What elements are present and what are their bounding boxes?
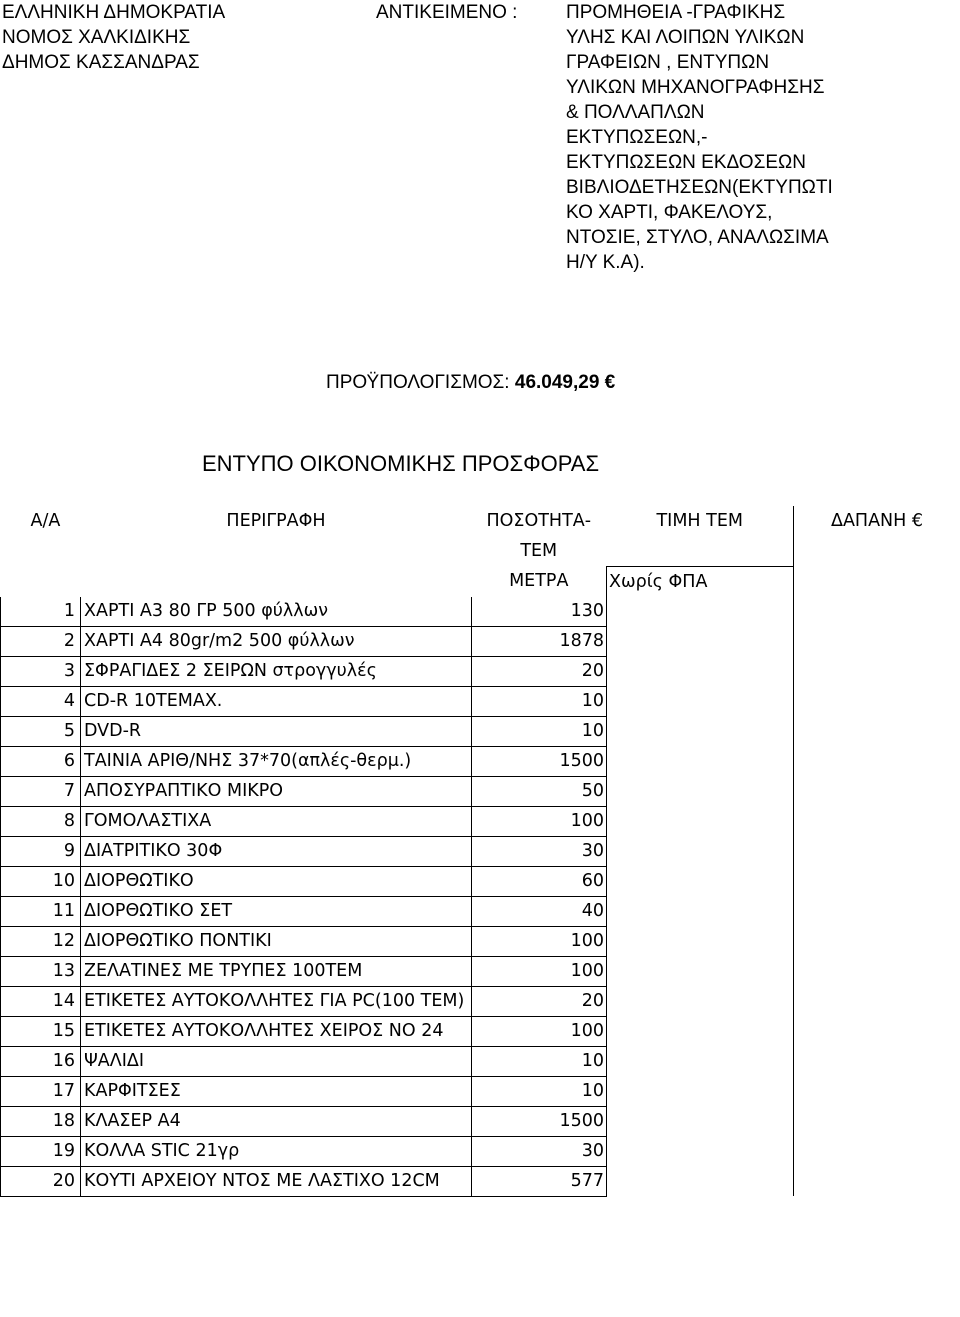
row-quantity: 577 — [472, 1166, 607, 1196]
row-total — [794, 776, 960, 806]
subject-label: ΑΝΤΙΚΕΙΜΕΝΟ : — [376, 2, 518, 23]
row-description: ΔΙΟΡΘΩΤΙΚΟ ΠΟΝΤΙΚΙ — [81, 926, 472, 956]
subject-line: ΠΡΟΜΗΘΕΙΑ -ΓΡΑΦΙΚΗΣ — [566, 2, 786, 23]
row-quantity: 30 — [472, 836, 607, 866]
row-total — [794, 806, 960, 836]
row-description: ΧΑΡΤΙ Α3 80 ΓΡ 500 φύλλων — [81, 597, 472, 627]
row-quantity: 40 — [472, 896, 607, 926]
row-description: ΕΤΙΚΕΤΕΣ ΑΥΤΟΚΟΛΛΗΤΕΣ ΧΕΙΡΟΣ ΝΟ 24 — [81, 1016, 472, 1046]
row-number: 20 — [1, 1166, 81, 1196]
row-quantity: 60 — [472, 866, 607, 896]
table-row — [1, 806, 960, 836]
row-description: ΚΟΛΛΑ STIC 21γρ — [81, 1136, 472, 1166]
row-number: 1 — [1, 597, 81, 627]
row-description: ΔΙΑΤΡΙΤΙΚΟ 30Φ — [81, 836, 472, 866]
row-unit-price — [607, 776, 794, 806]
header-quantity-line: ΤΕΜ — [520, 541, 558, 561]
row-number: 2 — [1, 626, 81, 656]
subject-line: ΥΛΗΣ ΚΑΙ ΛΟΙΠΩΝ ΥΛΙΚΩΝ — [566, 27, 805, 48]
row-total — [794, 656, 960, 686]
table-row — [1, 956, 960, 986]
offer-table — [0, 506, 960, 1197]
row-quantity: 100 — [472, 806, 607, 836]
row-quantity: 100 — [472, 956, 607, 986]
row-quantity: 50 — [472, 776, 607, 806]
row-number: 16 — [1, 1046, 81, 1076]
row-unit-price — [607, 686, 794, 716]
row-description: ΑΠΟΣΥΡΑΠΤΙΚΟ ΜΙΚΡΟ — [81, 776, 472, 806]
row-number: 12 — [1, 926, 81, 956]
row-total — [794, 1016, 960, 1046]
table-row — [1, 836, 960, 866]
header-total: ΔΑΠΑΝΗ € — [794, 506, 960, 536]
row-total — [794, 986, 960, 1016]
row-unit-price — [607, 656, 794, 686]
subject-line: ΕΚΤΥΠΩΣΕΩΝ ΕΚΔΟΣΕΩΝ — [566, 152, 806, 173]
row-number: 7 — [1, 776, 81, 806]
row-number: 3 — [1, 656, 81, 686]
row-description: DVD-R — [81, 716, 472, 746]
table-row — [1, 746, 960, 776]
row-description: ΨΑΛΙΔΙ — [81, 1046, 472, 1076]
issuer-line: ΕΛΛΗΝΙΚΗ ΔΗΜΟΚΡΑΤΙΑ — [2, 2, 226, 23]
row-unit-price — [607, 1106, 794, 1136]
table-row — [1, 626, 960, 656]
row-number: 8 — [1, 806, 81, 836]
header-aa: Α/Α — [30, 511, 61, 531]
row-quantity: 20 — [472, 986, 607, 1016]
row-quantity: 10 — [472, 716, 607, 746]
row-description: ΣΦΡΑΓΙΔΕΣ 2 ΣΕΙΡΩΝ στρογγυλές — [81, 656, 472, 686]
row-quantity: 100 — [472, 926, 607, 956]
issuer-line: ΔΗΜΟΣ ΚΑΣΣΑΝΔΡΑΣ — [2, 52, 200, 73]
row-description: ΚΟΥΤΙ ΑΡΧΕΙΟΥ ΝΤΟΣ ΜΕ ΛΑΣΤΙΧΟ 12CM — [81, 1166, 472, 1196]
form-title: ΕΝΤΥΠΟ ΟΙΚΟΝΟΜΙΚΗΣ ΠΡΟΣΦΟΡΑΣ — [202, 451, 600, 476]
row-description: ΤΑΙΝΙΑ ΑΡΙΘ/ΝΗΣ 37*70(απλές-θερμ.) — [81, 746, 472, 776]
row-total — [794, 836, 960, 866]
subject-line: ΚΟ ΧΑΡΤΙ, ΦΑΚΕΛΟΥΣ, — [566, 202, 773, 223]
row-description: ΔΙΟΡΘΩΤΙΚΟ ΣΕΤ — [81, 896, 472, 926]
table-row — [1, 597, 960, 627]
row-total — [794, 1166, 960, 1196]
subject-line: ΝΤΟΣΙΕ, ΣΤΥΛΟ, ΑΝΑΛΩΣΙΜΑ — [566, 227, 829, 248]
row-quantity: 130 — [472, 597, 607, 627]
row-description: ΔΙΟΡΘΩΤΙΚΟ — [81, 866, 472, 896]
row-description: ΧΑΡΤΙ Α4 80gr/m2 500 φύλλων — [81, 626, 472, 656]
row-total — [794, 686, 960, 716]
row-number: 15 — [1, 1016, 81, 1046]
row-quantity: 10 — [472, 1076, 607, 1106]
subject-line: ΥΛΙΚΩΝ ΜΗΧΑΝΟΓΡΑΦΗΣΗΣ — [566, 77, 825, 98]
row-total — [794, 746, 960, 776]
row-unit-price — [607, 986, 794, 1016]
table-row — [1, 896, 960, 926]
row-number: 18 — [1, 1106, 81, 1136]
row-unit-price — [607, 926, 794, 956]
subject-line: ΕΚΤΥΠΩΣΕΩΝ,- — [566, 127, 708, 148]
row-number: 6 — [1, 746, 81, 776]
issuer-block — [2, 0, 225, 75]
subject-line: & ΠΟΛΛΑΠΛΩΝ — [566, 102, 705, 123]
row-unit-price — [607, 746, 794, 776]
row-quantity: 100 — [472, 1016, 607, 1046]
row-number: 17 — [1, 1076, 81, 1106]
row-description: ΖΕΛΑΤΙΝΕΣ ΜΕ ΤΡΥΠΕΣ 100ΤΕΜ — [81, 956, 472, 986]
table-row — [1, 1106, 960, 1136]
row-unit-price — [607, 806, 794, 836]
table-row — [1, 776, 960, 806]
table-row — [1, 1016, 960, 1046]
row-total — [794, 956, 960, 986]
table-row — [1, 656, 960, 686]
header-unit-price-sub: Χωρίς ΦΠΑ — [607, 566, 794, 597]
row-quantity: 1878 — [472, 626, 607, 656]
subject-line: ΓΡΑΦΕΙΩΝ , ΕΝΤΥΠΩΝ — [566, 52, 770, 73]
row-number: 5 — [1, 716, 81, 746]
table-row — [1, 866, 960, 896]
budget-label: ΠΡΟΫΠΟΛΟΓΙΣΜΟΣ: — [326, 372, 510, 393]
table-row — [1, 716, 960, 746]
table-row — [1, 1076, 960, 1106]
row-unit-price — [607, 597, 794, 627]
table-row — [1, 1046, 960, 1076]
row-total — [794, 716, 960, 746]
row-description: ΕΤΙΚΕΤΕΣ ΑΥΤΟΚΟΛΛΗΤΕΣ ΓΙΑ PC(100 ΤΕΜ) — [81, 986, 472, 1016]
row-unit-price — [607, 896, 794, 926]
row-total — [794, 896, 960, 926]
row-total — [794, 626, 960, 656]
table-row — [1, 1136, 960, 1166]
row-description: CD-R 10ΤΕΜΑΧ. — [81, 686, 472, 716]
row-number: 11 — [1, 896, 81, 926]
row-quantity: 30 — [472, 1136, 607, 1166]
row-description: ΚΑΡΦΙΤΣΕΣ — [81, 1076, 472, 1106]
row-total — [794, 597, 960, 627]
table-row — [1, 1166, 960, 1196]
row-description: ΓΟΜΟΛΑΣΤΙΧΑ — [81, 806, 472, 836]
row-unit-price — [607, 1166, 794, 1196]
row-unit-price — [607, 836, 794, 866]
row-quantity: 1500 — [472, 1106, 607, 1136]
row-quantity: 20 — [472, 656, 607, 686]
issuer-line: ΝΟΜΟΣ ΧΑΛΚΙΔΙΚΗΣ — [2, 27, 191, 48]
row-total — [794, 926, 960, 956]
row-quantity: 10 — [472, 686, 607, 716]
table-row — [1, 926, 960, 956]
header-unit-price: ΤΙΜΗ ΤΕΜ — [607, 506, 794, 566]
header-quantity-line: ΠΟΣΟΤΗΤΑ- — [486, 511, 592, 531]
row-number: 19 — [1, 1136, 81, 1166]
header-description: ΠΕΡΙΓΡΑΦΗ — [226, 511, 326, 531]
budget-line — [326, 370, 615, 395]
row-quantity: 1500 — [472, 746, 607, 776]
header-quantity — [472, 506, 607, 597]
row-unit-price — [607, 1076, 794, 1106]
subject-text — [566, 0, 926, 275]
row-number: 13 — [1, 956, 81, 986]
row-unit-price — [607, 956, 794, 986]
row-total — [794, 1076, 960, 1106]
row-unit-price — [607, 716, 794, 746]
row-total — [794, 1106, 960, 1136]
subject-line: ΒΙΒΛΙΟΔΕΤΗΣΕΩΝ(ΕΚΤΥΠΩΤΙ — [566, 177, 833, 198]
row-unit-price — [607, 1136, 794, 1166]
header-quantity-line: ΜΕΤΡΑ — [509, 571, 569, 591]
row-unit-price — [607, 1046, 794, 1076]
budget-value: 46.049,29 € — [514, 372, 616, 393]
row-number: 4 — [1, 686, 81, 716]
row-total — [794, 1046, 960, 1076]
row-total — [794, 866, 960, 896]
row-unit-price — [607, 1016, 794, 1046]
row-quantity: 10 — [472, 1046, 607, 1076]
row-number: 14 — [1, 986, 81, 1016]
table-row — [1, 686, 960, 716]
row-total — [794, 1136, 960, 1166]
row-number: 9 — [1, 836, 81, 866]
row-number: 10 — [1, 866, 81, 896]
row-description: ΚΛΑΣΕΡ Α4 — [81, 1106, 472, 1136]
row-unit-price — [607, 626, 794, 656]
row-unit-price — [607, 866, 794, 896]
subject-line: Η/Υ Κ.Α). — [566, 252, 645, 273]
table-row — [1, 986, 960, 1016]
table-header-row — [1, 506, 960, 536]
